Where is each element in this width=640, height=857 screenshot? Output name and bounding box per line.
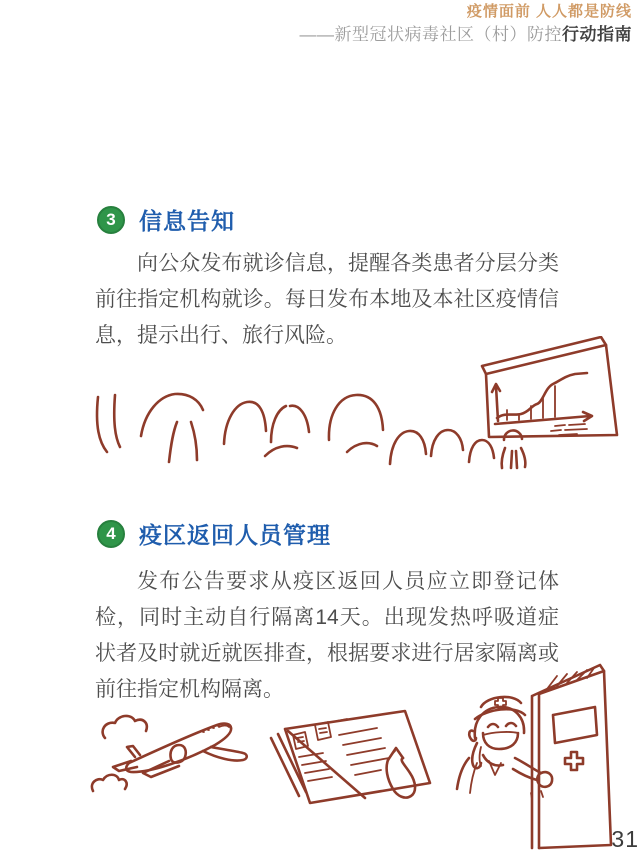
header-subtitle-bold: 行动指南 <box>562 24 632 44</box>
crowd-figures <box>97 394 525 468</box>
header-subtitle <box>300 24 633 45</box>
illustration-crowd-info-board <box>85 336 620 498</box>
page-header <box>300 3 633 45</box>
header-tagline: 疫情面前 人人都是防线 <box>466 3 632 20</box>
nurse-at-door-sketch <box>457 665 611 848</box>
page-number: 31 <box>611 826 639 852</box>
section-3-number-badge: 3 <box>97 206 125 234</box>
section-4-number-badge: 4 <box>97 520 125 548</box>
info-board <box>482 337 620 437</box>
section-3-heading <box>97 203 235 236</box>
airplane-sketch <box>92 716 247 791</box>
registration-form-sketch <box>271 711 430 803</box>
illustration-return-management <box>85 663 620 855</box>
section-4-heading <box>97 517 331 550</box>
header-subtitle-prefix: ——新型冠状病毒社区（村）防控 <box>299 24 562 44</box>
section-3-body: 向公众发布就诊信息，提醒各类患者分层分类前往指定机构就诊。每日发布本地及本社区疫情信息，提示出行、旅行风险。 <box>95 252 559 347</box>
section-4-body: 发布公告要求从疫区返回人员应立即登记体检，同时主动自行隔离14天。出现发热呼吸道症状者及时就近就医排查，根据要求进行居家隔离或前往指定机构隔离。 <box>95 570 559 701</box>
section-3-title: 信息告知 <box>139 208 235 234</box>
section-4-title: 疫区返回人员管理 <box>139 522 331 548</box>
